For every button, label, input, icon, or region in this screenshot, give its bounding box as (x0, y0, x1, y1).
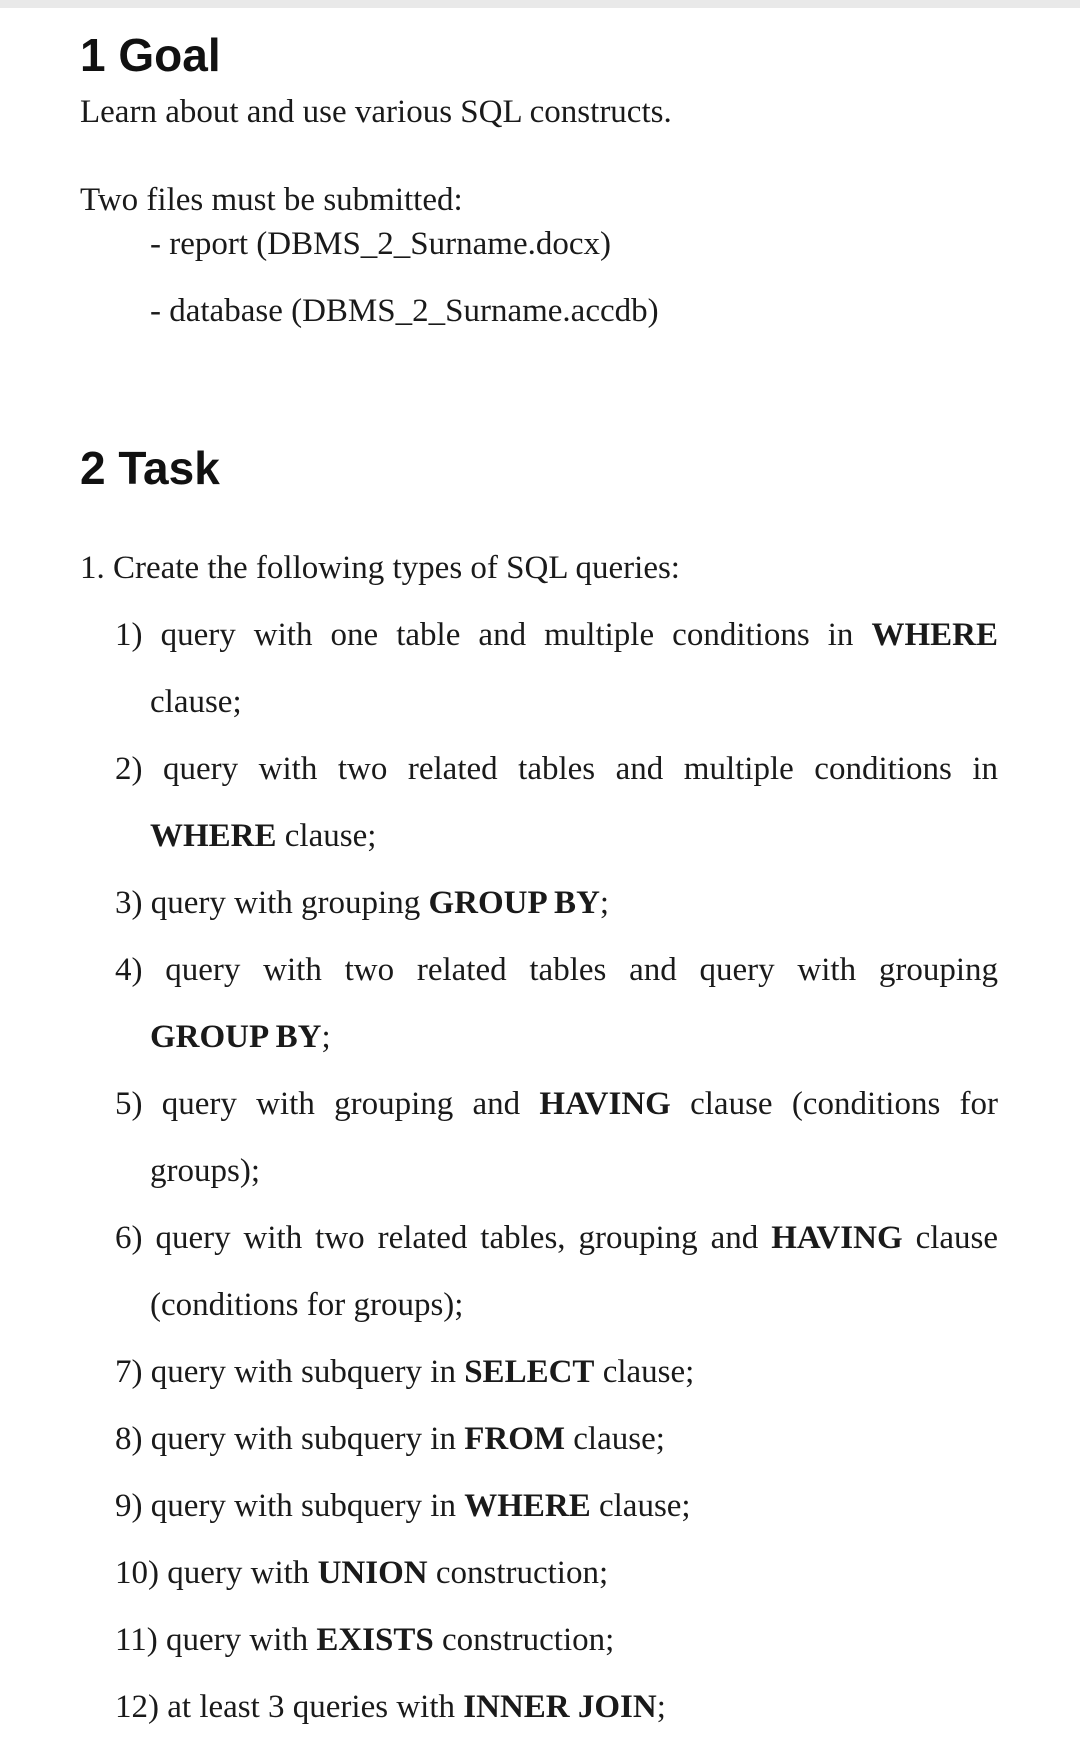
query-number: 2) (115, 751, 143, 787)
query-item-9: 9) query with subquery in WHERE clause; (115, 1488, 691, 1524)
sql-keyword: HAVING (539, 1086, 671, 1122)
section-heading-goal: 1 Goal (80, 29, 221, 81)
sql-keyword: GROUP BY (150, 1019, 322, 1055)
sql-keyword: WHERE (464, 1488, 591, 1524)
sql-keyword: EXISTS (316, 1622, 434, 1658)
top-bar (0, 0, 1080, 8)
query-item-2-continuation: WHERE clause; (150, 818, 377, 854)
query-item-5-continuation: groups); (150, 1153, 260, 1189)
query-number: 5) (115, 1086, 143, 1122)
query-item-12: 12) at least 3 queries with INNER JOIN; (115, 1689, 666, 1725)
file-report: - report (DBMS_2_Surname.docx) (150, 226, 612, 262)
query-number: 4) (115, 952, 143, 988)
query-number: 3) (115, 885, 143, 921)
files-label: Two files must be submitted: (80, 182, 463, 218)
query-item-5: 5) query with grouping and HAVING clause (conditions for (115, 1086, 999, 1122)
query-item-6-continuation: (conditions for groups); (150, 1287, 464, 1323)
query-item-2: 2) query with two related tables and multiple conditions in (115, 751, 998, 787)
file-database: - database (DBMS_2_Surname.accdb) (150, 293, 659, 329)
query-number: 11) (115, 1622, 158, 1658)
query-item-1: 1) query with one table and multiple conditions in WHERE (115, 617, 999, 653)
query-number: 12) (115, 1689, 159, 1725)
query-number: 1) (115, 617, 143, 653)
query-item-11: 11) query with EXISTS construction; (115, 1622, 615, 1658)
query-item-4-continuation: GROUP BY; (150, 1019, 331, 1055)
query-item-7: 7) query with subquery in SELECT clause; (115, 1354, 695, 1390)
query-number: 9) (115, 1488, 143, 1524)
query-item-3: 3) query with grouping GROUP BY; (115, 885, 610, 921)
sql-keyword: FROM (464, 1421, 566, 1457)
query-number: 7) (115, 1354, 143, 1390)
sql-keyword: GROUP BY (428, 885, 600, 921)
query-item-1-continuation: clause; (150, 684, 242, 720)
query-number: 6) (115, 1220, 143, 1256)
sql-keyword: SELECT (464, 1354, 595, 1390)
task-item-1: 1. Create the following types of SQL queries: (80, 550, 680, 586)
query-item-10: 10) query with UNION construction; (115, 1555, 609, 1591)
goal-intro: Learn about and use various SQL constructs. (80, 94, 672, 130)
query-item-4: 4) query with two related tables and query with grouping (115, 952, 999, 988)
sql-keyword: INNER JOIN (463, 1689, 657, 1725)
sql-keyword: WHERE (871, 617, 999, 653)
query-number: 8) (115, 1421, 143, 1457)
query-number: 10) (115, 1555, 159, 1591)
sql-keyword: WHERE (150, 818, 277, 854)
sql-keyword: HAVING (771, 1220, 903, 1256)
section-heading-task: 2 Task (80, 442, 220, 494)
sql-keyword: UNION (317, 1555, 428, 1591)
query-item-6: 6) query with two related tables, grouping and HAVING clause (115, 1220, 999, 1256)
query-item-8: 8) query with subquery in FROM clause; (115, 1421, 665, 1457)
